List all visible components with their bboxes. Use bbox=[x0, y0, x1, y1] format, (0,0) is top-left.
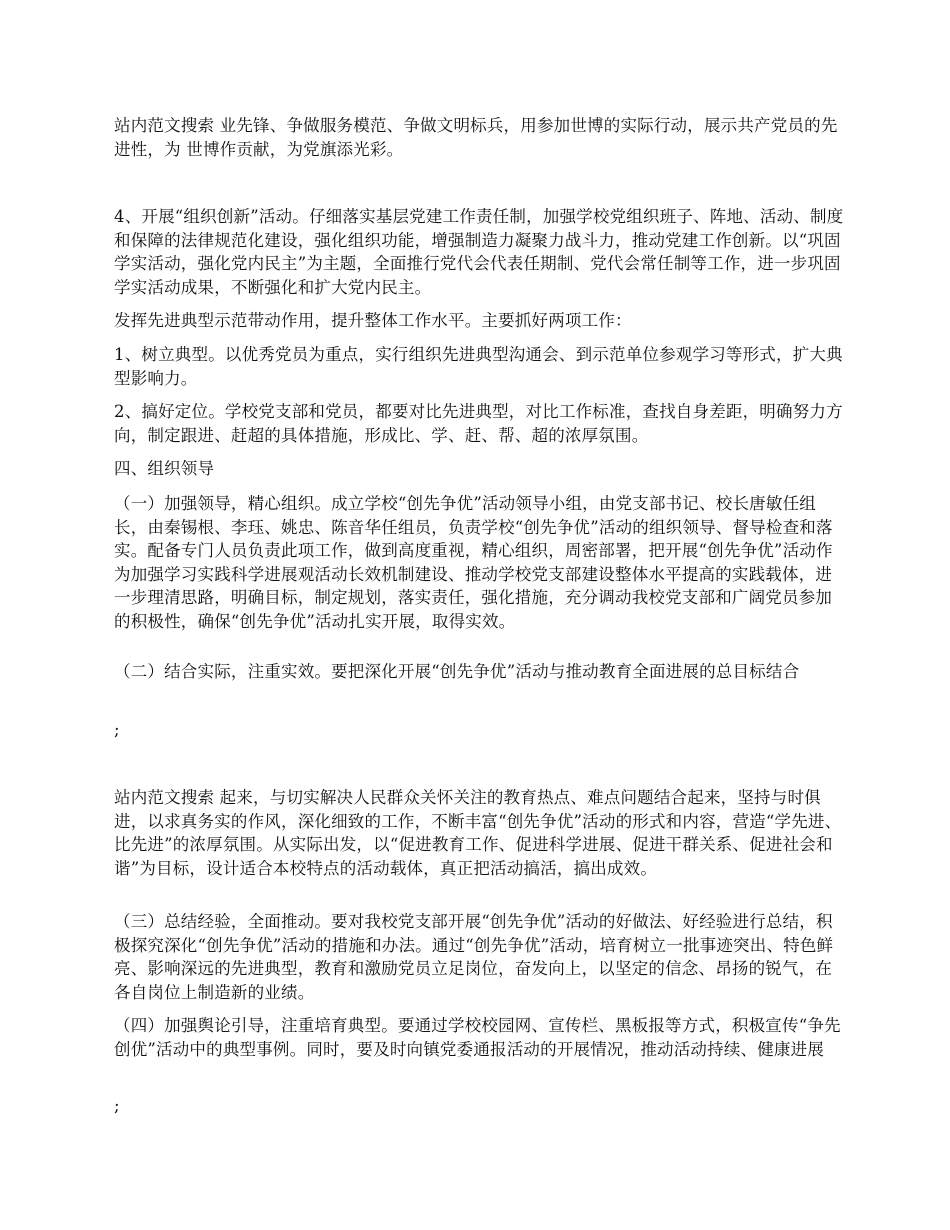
paragraph-8: 站内范文搜索 起来，与切实解决人民群众关怀关注的教育热点、难点问题结合起来，坚持与时俱进，以求真务实的作风，深化细致的工作，不断丰富“创先争优”活动的形式和内容，营造“学先进、比先进”的浓厚氛围。从实际出发，以“促进教育工作、促进科学进展、促进干群关系、促进社会和谐”为目标，设计适合本校特点的活动载体，真正把活动搞活，搞出成效。 bbox=[114, 788, 842, 878]
paragraph-6: （一）加强领导，精心组织。成立学校“创先争优”活动领导小组，由党支部书记、校长唐敏任组长，由秦锡根、李珏、姚忠、陈音华任组员，负责学校“创先争优”活动的组织领导、督导检查和落实。配备专门人员负责此项工作，做到高度重视，精心组织，周密部署，把开展“创先争优”活动作为加强学习实践科学进展观活动长效机制建设、推动学校党支部建设整体水平提高的实践载体，进一步理清思路，明确目标，制定规划，落实责任，强化措施，充分调动我校党支部和广阔党员参加的积极性，确保“创先争优”活动扎实开展，取得实效。 bbox=[114, 494, 833, 631]
paragraph-1: 站内范文搜索 业先锋、争做服务模范、争做文明标兵，用参加世博的实际行动，展示共产党员的先进性，为 世博作贡献，为党旗添光彩。 bbox=[114, 116, 838, 159]
paragraph-10: （四）加强舆论引导，注重培育典型。要通过学校校园网、宣传栏、黑板报等方式，积极宣传“争先创优”活动中的典型事例。同时，要及时向镇党委通报活动的开展情况，推动活动持续、健康进展 bbox=[114, 1016, 841, 1059]
page-break-marker-2: ; bbox=[114, 1096, 120, 1115]
paragraph-7: （二）结合实际，注重实效。要把深化开展“创先争优”活动与推动教育全面进展的总目标结合 bbox=[114, 662, 800, 681]
section-heading: 四、组织领导 bbox=[114, 459, 215, 478]
paragraph-3: 发挥先进典型示范带动作用，提升整体工作水平。主要抓好两项工作： bbox=[114, 311, 632, 330]
paragraph-9: （三）总结经验，全面推动。要对我校党支部开展“创先争优”活动的好做法、好经验进行总结，积极探究深化“创先争优”活动的措施和办法。通过“创先争优”活动，培育树立一批事迹突出、特色鲜亮、影响深远的先进典型，教育和激励党员立足岗位，奋发向上，以坚定的信念、昂扬的锐气，在各自岗位上制造新的业绩。 bbox=[114, 912, 834, 1002]
paragraph-5: 2、搞好定位。学校党支部和党员，都要对比先进典型，对比工作标准，查找自身差距，明确努力方向，制定跟进、赶超的具体措施，形成比、学、赶、帮、超的浓厚氛围。 bbox=[114, 402, 843, 445]
paragraph-2: 4、开展“组织创新”活动。仔细落实基层党建工作责任制，加强学校党组织班子、阵地、活动、制度和保障的法律规范化建设，强化组织功能，增强制造力凝聚力战斗力，推动党建工作创新。以“巩固学实活动，强化党内民主”为主题，全面推行党代会代表任期制、党代会常任制等工作，进一步巩固学实活动成果，不断强化和扩大党内民主。 bbox=[114, 207, 844, 297]
paragraph-4: 1、树立典型。以优秀党员为重点，实行组织先进典型沟通会、到示范单位参观学习等形式，扩大典型影响力。 bbox=[114, 345, 843, 388]
page-break-marker: ; bbox=[114, 720, 120, 739]
